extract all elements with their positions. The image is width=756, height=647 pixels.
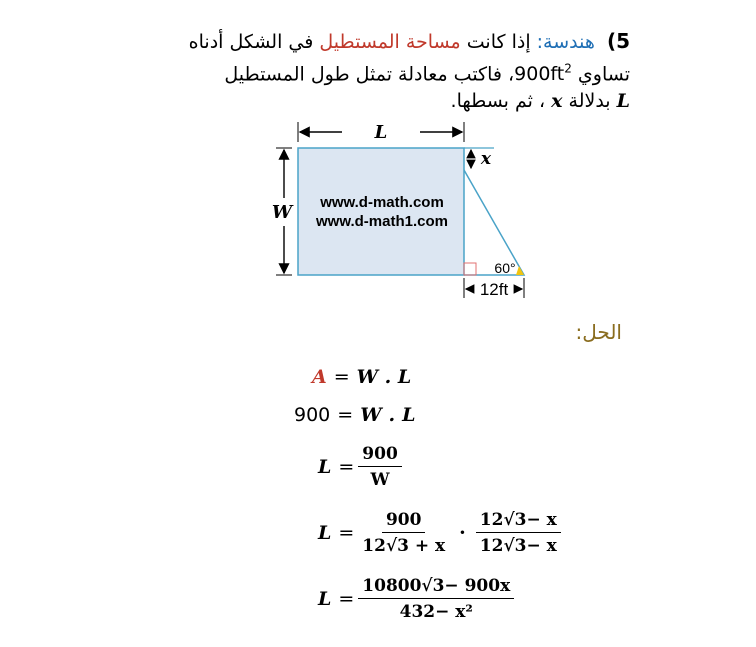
rectangle-shape	[298, 148, 464, 275]
label-W: W	[271, 202, 293, 223]
solution-label: الحل:	[575, 320, 622, 344]
problem-highlight: مساحة المستطيل	[319, 31, 461, 53]
eq3-equals: =	[338, 456, 355, 478]
eq3-numerator: 900	[358, 444, 402, 467]
equation-4	[318, 510, 565, 556]
angle-label: 60°	[494, 260, 516, 276]
eq5-equals: =	[338, 588, 355, 610]
eq4-numerator-1: 900	[382, 510, 426, 533]
eq4-fraction-2	[476, 510, 561, 556]
eq1-rhs: W . L	[356, 366, 412, 388]
right-angle-mark	[464, 263, 476, 275]
equation-5	[318, 576, 518, 622]
area-value	[514, 63, 572, 85]
eq5-fraction	[358, 576, 514, 622]
eq2-w: W	[360, 404, 382, 426]
problem-text-3b: ، ثم بسطها.	[450, 90, 546, 113]
area-number: 900ft	[514, 63, 565, 86]
trapezoid-figure	[262, 118, 552, 308]
problem-line-3	[100, 88, 630, 115]
eq4-dot: ·	[459, 522, 466, 544]
eq4-fraction-1	[358, 510, 449, 556]
eq3-lhs: L	[318, 456, 332, 478]
eq3-fraction	[358, 444, 402, 490]
problem-line-1	[100, 28, 630, 56]
problem-text-2a: تساوي	[577, 63, 630, 86]
eq3-denominator: W	[370, 470, 390, 490]
equation-2	[294, 404, 416, 426]
label-x: x	[480, 149, 492, 169]
eq1-equals: =	[333, 366, 350, 388]
problem-number: 5)	[606, 29, 630, 53]
problem-statement	[100, 28, 630, 115]
eq5-lhs: L	[318, 588, 332, 610]
problem-topic: هندسة:	[536, 31, 595, 53]
base-label: 12ft	[479, 280, 509, 299]
eq4-equals: =	[338, 522, 355, 544]
eq2-equals: =	[337, 404, 354, 426]
eq4-numerator-2: 12√3− x	[476, 510, 561, 533]
watermark-1: www.d-math.com	[320, 194, 444, 211]
eq4-denominator-1: 12√3 + x	[362, 536, 446, 556]
eq4-lhs: L	[318, 522, 332, 544]
var-x: x	[551, 90, 563, 113]
eq2-lhs: 900	[294, 404, 331, 426]
equation-1	[312, 366, 411, 388]
problem-text-1a: إذا كانت	[466, 31, 531, 53]
eq2-dot: .	[388, 404, 396, 426]
watermark-2: www.d-math1.com	[316, 213, 448, 230]
equation-3	[318, 444, 406, 490]
area-exponent: 2	[564, 62, 572, 76]
eq5-denominator: 432− x²	[399, 602, 473, 622]
problem-line-2	[100, 56, 630, 88]
problem-text-1b: في الشكل أدناه	[188, 31, 314, 53]
label-L: L	[374, 122, 388, 143]
eq1-lhs: A	[312, 366, 327, 388]
problem-text-3a: بدلالة	[568, 90, 611, 113]
var-L: L	[616, 90, 630, 113]
eq2-l: L	[402, 404, 416, 426]
eq4-denominator-2: 12√3− x	[479, 536, 557, 556]
problem-text-2b: ، فاكتب معادلة تمثل طول المستطيل	[224, 63, 515, 86]
eq5-numerator: 10800√3− 900x	[358, 576, 514, 599]
